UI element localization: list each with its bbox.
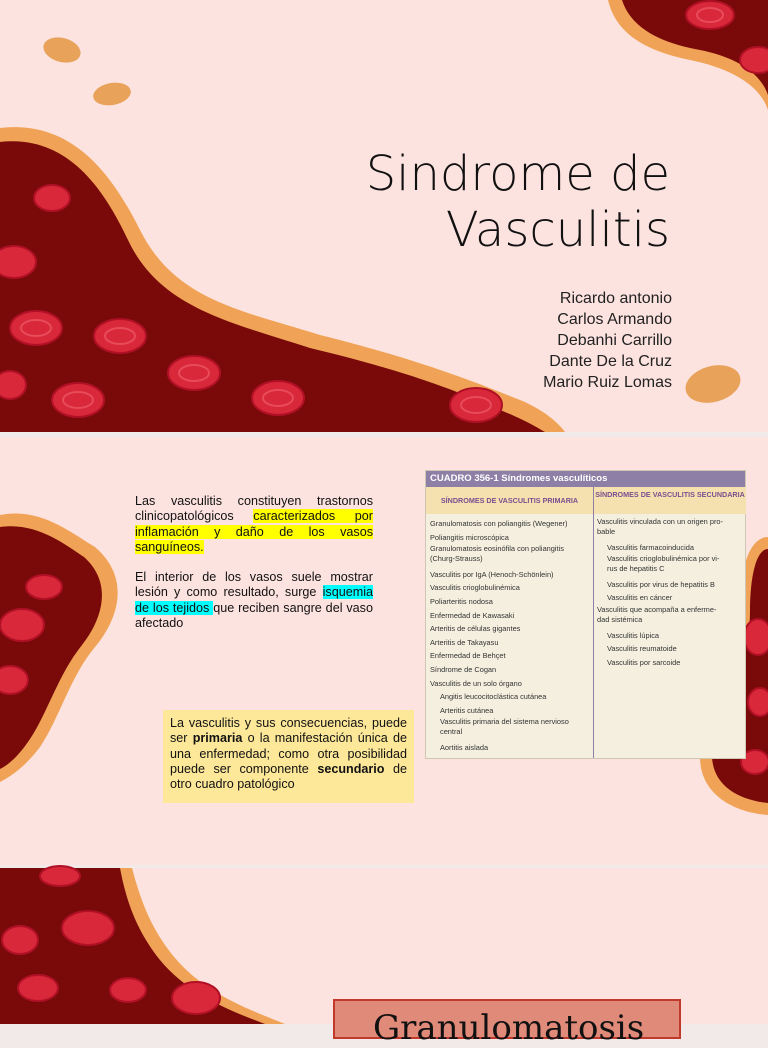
slide-title	[366, 146, 670, 258]
list-item-line: bable	[597, 527, 616, 536]
text-run: El interior de los vasos suele mostrar lesión y como resultado, surge	[135, 570, 373, 600]
list-item: Vasculitis de un solo órgano	[430, 678, 522, 688]
bold-term: primaria	[192, 731, 243, 746]
intro-text	[135, 494, 373, 631]
content-slide	[0, 437, 768, 865]
list-item	[430, 544, 569, 564]
list-item-line: Vasculitis crioglobulinémica por vi-	[607, 554, 720, 564]
author-name: Mario Ruiz Lomas	[543, 374, 672, 391]
list-item: Aortitis aislada	[440, 742, 489, 752]
list-item-line: (Churg-Strauss)	[430, 554, 483, 564]
column-divider	[593, 487, 594, 758]
granulomatosis-slide	[0, 868, 768, 1048]
list-item: Vasculitis crioglobulinémica	[430, 583, 520, 593]
list-item: Vasculitis por sarcoide	[607, 657, 681, 667]
author-name: Dante De la Cruz	[549, 353, 672, 370]
list-item-line: rus de hepatitis C	[607, 564, 665, 574]
primary-list	[430, 517, 569, 755]
author-list	[543, 288, 672, 393]
list-item: Vasculitis por IgA (Henoch-Schönlein)	[430, 569, 554, 579]
section-heading: Granulomatosis	[373, 1008, 645, 1048]
primary-secondary-note	[163, 710, 414, 803]
highlighted-text: caracterizados por inflamación y daño de los vasos sanguíneos.	[135, 509, 373, 554]
list-item	[597, 517, 723, 537]
list-item: Angitis leucocitoclástica cutánea	[440, 692, 547, 702]
list-item-line: central	[440, 727, 463, 737]
list-item: Poliarteritis nodosa	[430, 596, 493, 606]
table-caption: CUADRO 356-1 Síndromes vasculíticos	[426, 471, 745, 487]
table-header-primary: SÍNDROMES DE VASCULITIS PRIMARIA	[426, 487, 593, 514]
text-run: de otro cuadro patológico	[170, 761, 407, 792]
secondary-list	[597, 517, 723, 669]
list-item: Granulomatosis con poliangitis (Wegener)	[430, 519, 568, 528]
list-item-line: Vasculitis primaria del sistema nervioso	[440, 717, 569, 727]
list-item: Arteritis cutánea	[440, 705, 494, 715]
list-item: Arteritis de células gigantes	[430, 624, 521, 634]
title-slide	[0, 0, 768, 432]
text-run: o la manifestación única de una enfermedad; como otra posibilidad puede ser componente	[170, 731, 408, 776]
list-item: Arteritis de Takayasu	[430, 637, 499, 647]
list-item: Vasculitis en cáncer	[607, 593, 673, 603]
highlighted-text: isquemia de los tejidos	[135, 585, 373, 615]
list-item: Poliangitis microscópica	[430, 532, 509, 542]
author-name: Debanhi Carrillo	[557, 332, 672, 349]
list-item	[597, 605, 723, 625]
list-item: Vasculitis farmacoinducida	[607, 542, 694, 552]
list-item: Enfermedad de Kawasaki	[430, 610, 515, 620]
list-item-line: dad sistémica	[597, 614, 643, 624]
granulomatosis-title-box	[333, 999, 681, 1048]
list-item: Síndrome de Cogan	[430, 664, 497, 674]
list-item	[430, 717, 569, 737]
author-name: Carlos Armando	[557, 311, 672, 328]
vasculitis-table	[425, 470, 746, 759]
paragraph-ischemia	[135, 570, 373, 631]
title-line-1: Sindrome de	[365, 146, 670, 202]
list-item: Vasculitis por virus de hepatitis B	[607, 579, 715, 589]
paragraph-definition	[135, 494, 373, 555]
list-item: Vasculitis reumatoide	[607, 644, 677, 654]
list-item-line: Vasculitis vinculada con un origen pro-	[597, 517, 723, 526]
title-line-2: Vasculitis	[445, 202, 670, 258]
bold-term: secundario	[317, 761, 385, 776]
text-run: La vasculitis y sus consecuencias, puede ser	[170, 716, 407, 746]
author-name: Ricardo antonio	[559, 290, 672, 307]
text-run: que reciben sangre del vaso afectado	[135, 600, 373, 631]
list-item	[597, 554, 723, 574]
table-header-secondary: SÍNDROMES DE VASCULITIS SECUNDARIA	[594, 487, 746, 514]
list-item: Vasculitis lúpica	[607, 630, 660, 640]
text-run: Las vasculitis constituyen trastornos clinicopatológicos	[135, 494, 373, 524]
list-item-line: Granulomatosis eosinófila con poliangitis	[430, 544, 564, 554]
list-item-line: Vasculitis que acompaña a enferme-	[597, 604, 717, 614]
list-item: Enfermedad de Behçet	[430, 651, 506, 661]
